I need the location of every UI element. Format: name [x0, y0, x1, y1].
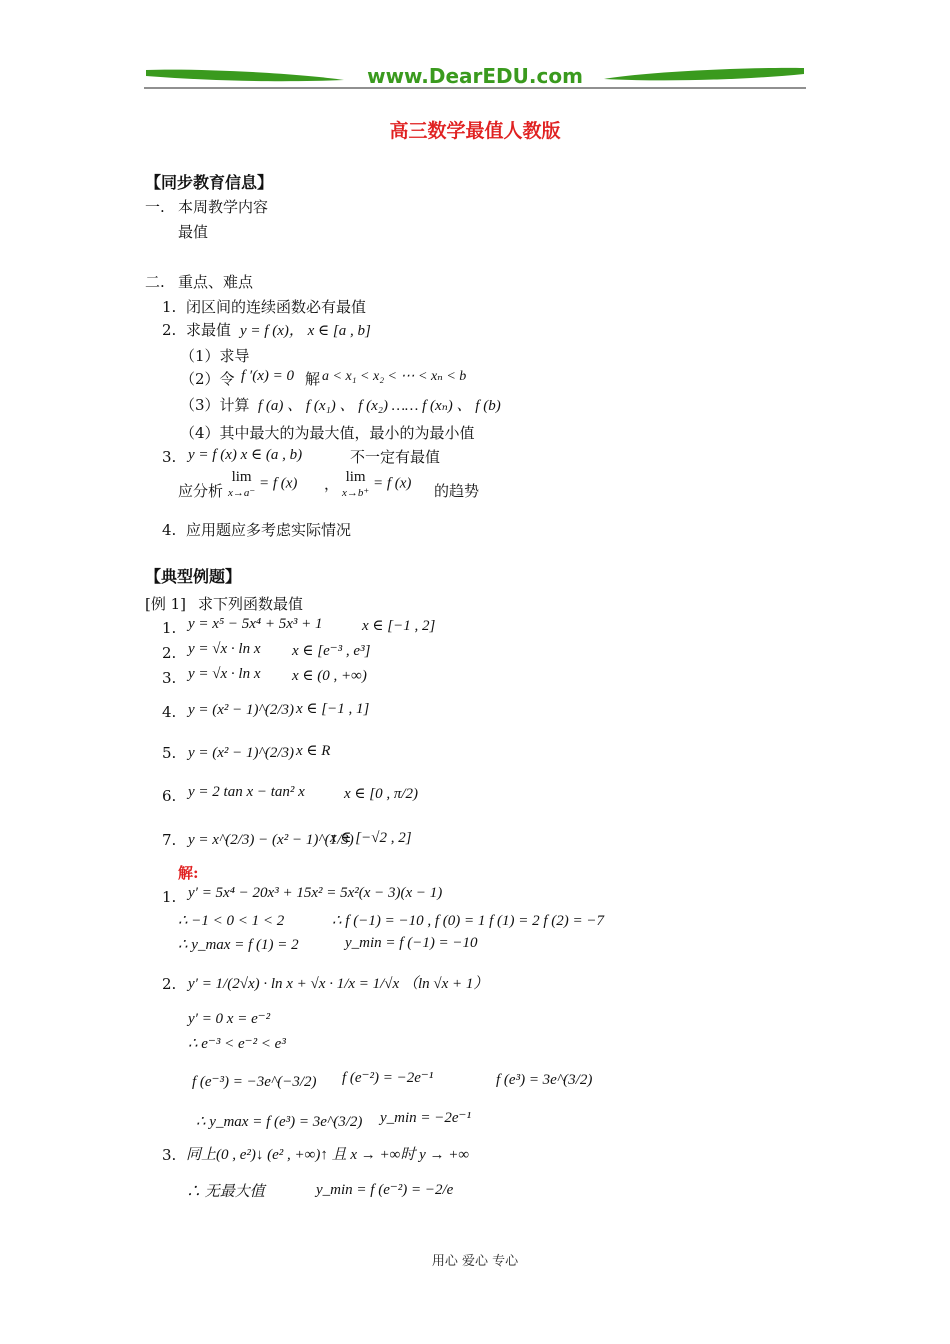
- solution-line: f (e⁻³) = −3e^(−3/2): [192, 1074, 317, 1090]
- problem-function: y = √x · ln x: [188, 666, 261, 682]
- step-text: （3）计算: [180, 396, 250, 414]
- problem-function: y = x^(2/3) − (x² − 1)^(1/3): [188, 832, 354, 848]
- page-footer: 用心 爱心 专心: [431, 1254, 519, 1269]
- step-text: （4）其中最大的为最大值，最小的为最小值: [180, 424, 475, 442]
- limit-expression-1: [228, 468, 297, 500]
- part1-content: 最值: [178, 223, 209, 241]
- solution-line: ∴ y_max = f (1) = 2: [178, 937, 299, 953]
- problem-domain: x ∈ [e⁻³ , e³]: [292, 643, 371, 659]
- problem-function: y = 2 tan x − tan² x: [188, 784, 305, 800]
- problem-num: 7.: [162, 831, 177, 849]
- section-heading-examples: 【典型例题】: [145, 567, 242, 586]
- item-text: 闭区间的连续函数必有最值: [186, 298, 367, 316]
- solution-line: ∴ −1 < 0 < 1 < 2: [178, 913, 285, 929]
- header-banner: [144, 62, 806, 94]
- problem-domain: x ∈ [−1 , 1]: [296, 701, 370, 717]
- step-math: f ′(x) = 0: [241, 368, 294, 384]
- item-num: 1.: [162, 298, 177, 316]
- lim-word: lim: [231, 469, 252, 485]
- item-text: 应用题应多考虑实际情况: [186, 521, 352, 539]
- item-num: 4.: [162, 521, 177, 539]
- problem-num: 6.: [162, 787, 177, 805]
- solution-line: y_min = f (−1) = −10: [345, 935, 478, 951]
- solution-line: ∴ e⁻³ < e⁻² < e³: [188, 1036, 286, 1052]
- solution-num: 1.: [162, 888, 177, 906]
- item-math: y = f (x) x ∈ (a , b): [188, 447, 303, 463]
- item-math: y = f (x)， x ∈ [a , b]: [240, 323, 371, 339]
- part1-label: 一.: [145, 198, 165, 216]
- step-text: （2）令: [180, 370, 235, 388]
- part2-title: 重点、难点: [178, 273, 254, 291]
- step-math: f (a) 、 f (x₁) 、 f (x₂) …… f (xₙ) 、 f (b): [258, 398, 501, 414]
- item-num: 3.: [162, 448, 177, 466]
- item-text: 的趋势: [434, 482, 480, 500]
- solution-line: 同上(0 , e²)↓ (e² , +∞)↑ 且 x → +∞时 y → +∞: [186, 1147, 470, 1163]
- solution-line: y′ = 0 x = e⁻²: [188, 1011, 271, 1027]
- step-text: 解: [305, 370, 321, 388]
- solution-line: y′ = 1/(2√x) · ln x + √x · 1/x = 1/√x （ln √x + 1）: [188, 976, 489, 992]
- section-heading-sync: 【同步教育信息】: [145, 173, 274, 192]
- solution-line: y_min = −2e⁻¹: [380, 1110, 471, 1126]
- problem-domain: x ∈ R: [296, 743, 331, 759]
- solution-line: y_min = f (e⁻²) = −2/e: [316, 1182, 454, 1198]
- page-title: 高三数学最值人教版: [389, 120, 561, 142]
- lim-eq: = f (x): [372, 475, 412, 492]
- solution-line: f (e⁻²) = −2e⁻¹: [342, 1070, 434, 1086]
- solution-num: 2.: [162, 975, 177, 993]
- solution-line: ∴ y_max = f (e³) = 3e^(3/2): [196, 1114, 363, 1130]
- problem-num: 3.: [162, 669, 177, 687]
- problem-num: 4.: [162, 703, 177, 721]
- problem-domain: x ∈ (0 , +∞): [292, 668, 367, 684]
- problem-domain: x ∈ [−√2 , 2]: [330, 830, 412, 846]
- problem-function: y = (x² − 1)^(2/3): [188, 745, 295, 761]
- item-text: 求最值: [186, 321, 232, 339]
- step-text: （1）求导: [180, 347, 250, 365]
- solution-line: f (e³) = 3e^(3/2): [496, 1072, 593, 1088]
- logo-text: www.DearEDU.com: [367, 64, 583, 88]
- problem-num: 1.: [162, 619, 177, 637]
- problem-function: y = (x² − 1)^(2/3): [188, 702, 295, 718]
- lim-word: lim: [345, 469, 366, 485]
- step-math: a < x₁ < x₂ < ⋯ < xₙ < b: [322, 369, 467, 384]
- header-logo: [144, 62, 806, 94]
- problem-function: y = √x · ln x: [188, 641, 261, 657]
- solution-label: 解:: [178, 864, 199, 882]
- problem-num: 2.: [162, 644, 177, 662]
- part1-title: 本周教学内容: [178, 198, 269, 216]
- lim-under: x→a⁻: [228, 487, 256, 499]
- problem-domain: x ∈ [0 , π/2): [344, 786, 419, 802]
- item-text: 应分析: [178, 482, 224, 500]
- problem-domain: x ∈ [−1 , 2]: [362, 618, 436, 634]
- item-text: 不一定有最值: [350, 448, 441, 466]
- lim-separator: ，: [324, 475, 340, 493]
- item-num: 2.: [162, 321, 177, 339]
- solution-line: ∴ 无最大值: [186, 1184, 265, 1200]
- problem-function: y = x⁵ − 5x⁴ + 5x³ + 1: [188, 616, 323, 632]
- example-title: 求下列函数最值: [198, 595, 304, 613]
- limit-expression-2: [342, 468, 411, 500]
- example-label: [例 1]: [145, 595, 187, 613]
- lim-eq: = f (x): [258, 475, 298, 492]
- part2-label: 二.: [145, 273, 165, 291]
- solution-line: y′ = 5x⁴ − 20x³ + 15x² = 5x²(x − 3)(x − 1): [188, 885, 443, 901]
- problem-num: 5.: [162, 744, 177, 762]
- solution-num: 3.: [162, 1146, 177, 1164]
- solution-line: ∴ f (−1) = −10 , f (0) = 1 f (1) = 2 f (2) = −7: [332, 913, 605, 929]
- lim-under: x→b⁺: [342, 487, 370, 499]
